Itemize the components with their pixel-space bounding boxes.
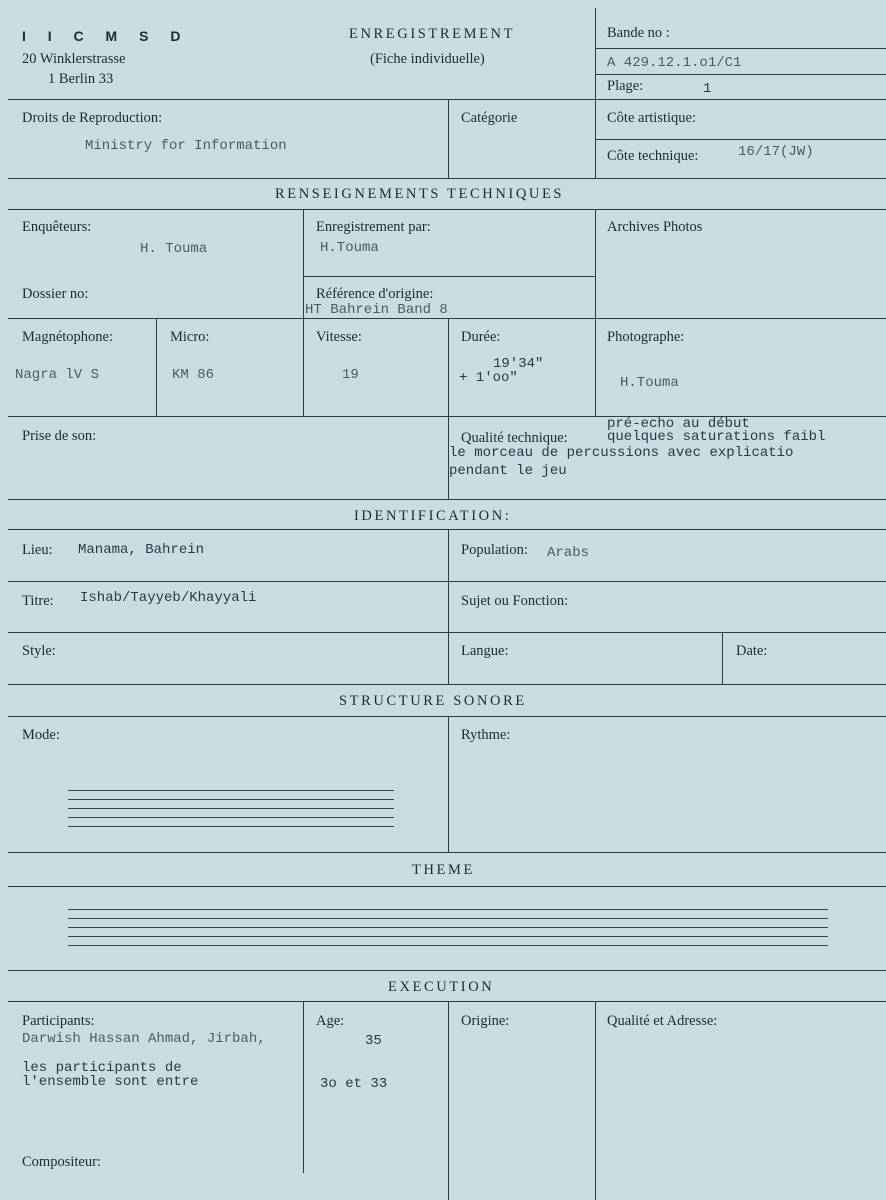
magnetophone-value: Nagra lV S: [15, 367, 100, 383]
rule: [8, 178, 886, 179]
qualite-line0: pré-echo au début: [607, 416, 750, 432]
participants-note-line2: l'ensemble sont entre: [22, 1074, 199, 1090]
staff-line: [68, 790, 394, 791]
form-title: ENREGISTREMENT: [349, 26, 516, 42]
bande-label: Bande no :: [607, 25, 670, 41]
rule: [8, 970, 886, 971]
participants-age-range: 3o et 33: [320, 1076, 388, 1092]
rule: [595, 209, 596, 416]
participants-note-line1: les participants de: [22, 1060, 182, 1076]
qualite-line3: pendant le jeu: [449, 463, 567, 479]
titre-value: Ishab/Tayyeb/Khayyali: [80, 590, 257, 606]
rule: [595, 74, 886, 75]
rule: [8, 529, 886, 530]
rythme-label: Rythme:: [461, 727, 511, 743]
dossier-label: Dossier no:: [22, 286, 89, 302]
rule: [303, 209, 304, 416]
rule: [8, 99, 886, 100]
bande-value: A 429.12.1.o1/C1: [607, 55, 742, 71]
duree-value2: + 1'oo": [459, 370, 518, 386]
qualite-adresse-label: Qualité et Adresse:: [607, 1013, 718, 1029]
date-label: Date:: [736, 643, 768, 659]
staff-line: [68, 817, 394, 818]
age-label: Age:: [316, 1013, 345, 1029]
rule: [8, 209, 886, 210]
enregistrement-par-label: Enregistrement par:: [316, 219, 431, 235]
staff-line: [68, 945, 828, 946]
rule: [8, 852, 886, 853]
rule: [8, 1001, 886, 1002]
sujet-label: Sujet ou Fonction:: [461, 593, 569, 609]
lieu-value: Manama, Bahrein: [78, 542, 205, 558]
rule: [448, 529, 449, 684]
rule: [8, 499, 886, 500]
rule: [303, 276, 595, 277]
vitesse-label: Vitesse:: [316, 329, 362, 345]
droits-value: Ministry for Information: [85, 138, 287, 154]
staff-line: [68, 826, 394, 827]
age-value: 35: [365, 1033, 382, 1049]
population-label: Population:: [461, 542, 528, 558]
prise-de-son-label: Prise de son:: [22, 428, 97, 444]
compositeur-label: Compositeur:: [22, 1154, 101, 1170]
qualite-technique-label: Qualité technique:: [461, 430, 568, 446]
rule: [8, 318, 886, 319]
duree-value1: 19'34": [493, 356, 544, 372]
address-line2: 1 Berlin 33: [48, 71, 114, 87]
staff-line: [68, 799, 394, 800]
photographe-value: H.Touma: [620, 375, 679, 391]
address-line1: 20 Winklerstrasse: [22, 51, 126, 67]
lieu-label: Lieu:: [22, 542, 53, 558]
langue-label: Langue:: [461, 643, 509, 659]
staff-line: [68, 808, 394, 809]
form-subtitle: (Fiche individuelle): [370, 51, 485, 67]
style-label: Style:: [22, 643, 56, 659]
staff-line: [68, 909, 828, 910]
mode-label: Mode:: [22, 727, 60, 743]
archives-photos-label: Archives Photos: [607, 219, 703, 235]
cote-artistique-label: Côte artistique:: [607, 110, 696, 126]
enqueteurs-value: H. Touma: [140, 241, 208, 257]
rule: [722, 632, 723, 684]
cote-technique-value: 16/17(JW): [738, 144, 814, 160]
qualite-line1: quelques saturations faibl: [607, 429, 826, 445]
magnetophone-label: Magnétophone:: [22, 329, 114, 345]
enqueteurs-label: Enquêteurs:: [22, 219, 92, 235]
duree-label: Durée:: [461, 329, 501, 345]
titre-label: Titre:: [22, 593, 54, 609]
micro-value: KM 86: [172, 367, 215, 383]
vitesse-value: 19: [342, 367, 359, 383]
qualite-line2: le morceau de percussions avec explicatio: [449, 445, 794, 461]
rule: [8, 632, 886, 633]
participants-label: Participants:: [22, 1013, 95, 1029]
rule: [8, 684, 886, 685]
rule: [8, 581, 886, 582]
enregistrement-par-value: H.Touma: [320, 240, 379, 256]
plage-value: 1: [703, 81, 712, 97]
reference-value: HT Bahrein Band 8: [305, 302, 448, 318]
rule: [303, 1001, 304, 1173]
rule: [595, 48, 886, 49]
rule: [448, 1001, 449, 1200]
categorie-label: Catégorie: [461, 110, 518, 126]
reference-label: Référence d'origine:: [316, 286, 434, 302]
rule: [595, 8, 596, 178]
participants-value: Darwish Hassan Ahmad, Jirbah,: [22, 1031, 266, 1047]
rule: [8, 716, 886, 717]
droits-label: Droits de Reproduction:: [22, 110, 163, 126]
section-theme: THEME: [412, 862, 475, 878]
population-value: Arabs: [547, 545, 590, 561]
rule: [448, 716, 449, 852]
rule: [156, 318, 157, 416]
photographe-label: Photographe:: [607, 329, 685, 345]
section-renseignements-techniques: RENSEIGNEMENTS TECHNIQUES: [275, 186, 565, 202]
staff-line: [68, 936, 828, 937]
staff-line: [68, 927, 828, 928]
rule: [448, 99, 449, 178]
institute-logo: I I C M S D: [22, 28, 190, 44]
plage-label: Plage:: [607, 78, 644, 94]
rule: [8, 886, 886, 887]
section-structure-sonore: STRUCTURE SONORE: [339, 693, 527, 709]
micro-label: Micro:: [170, 329, 210, 345]
rule: [595, 139, 886, 140]
section-identification: IDENTIFICATION:: [354, 508, 512, 524]
staff-line: [68, 918, 828, 919]
rule: [8, 416, 886, 417]
rule: [595, 1001, 596, 1200]
section-execution: EXECUTION: [388, 979, 495, 995]
origine-label: Origine:: [461, 1013, 510, 1029]
cote-technique-label: Côte technique:: [607, 148, 699, 164]
